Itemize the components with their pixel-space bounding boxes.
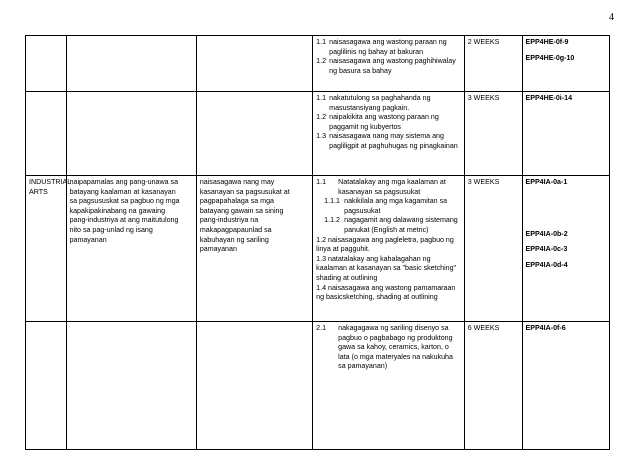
code-label: EPP4IA-0a-1 xyxy=(525,178,568,186)
performance-line: kasanayan sa pagsusukat at xyxy=(199,187,290,196)
competency-item: 1.3 naisasagawa nang may sistema ang pagliligpit at paghuhugas ng pinagkainan xyxy=(316,132,458,150)
content-standard-cell xyxy=(66,36,196,92)
competency-item: 1.1.2 nagagamit ang dalawang sistemang panukat (English at metric) xyxy=(324,216,458,234)
competency-item: 1.3 natatalakay ang kahalagahan ng kaalaman at kasanayan sa "basic sketching" shading at outlining xyxy=(316,254,457,282)
code-label: EPP4IA-0c-3 xyxy=(525,245,568,254)
code-cell xyxy=(523,36,610,92)
duration-cell: 2 WEEKS xyxy=(464,36,523,92)
performance-line: batayang gawain sa sining xyxy=(199,206,284,215)
standard-line: pang-industriya at ang maitutulong xyxy=(69,216,179,225)
competency-item: 1.1 nakatutulong sa paghahanda ng masustansiyang pagkain. xyxy=(316,94,431,112)
standard-line: sa pagsususkat sa pagbuo ng mga xyxy=(69,197,180,206)
content-standard-cell xyxy=(66,322,196,450)
code-cell xyxy=(523,176,610,322)
performance-line: kabuhayan ng sariling xyxy=(199,235,269,244)
competency-item: 1.1 naisasagawa ang wastong paraan ng paglilinis ng bahay at bakuran xyxy=(316,38,447,56)
competency-item: 1.1 Natatalakay ang mga kaalaman at kasanayan sa pagsusukat xyxy=(316,178,446,196)
code-cell xyxy=(523,322,610,450)
performance-standard-cell xyxy=(196,322,312,450)
duration-cell: 3 WEEKS xyxy=(464,92,523,176)
performance-standard-cell xyxy=(196,176,312,322)
page-number: 4 xyxy=(609,12,614,23)
standard-line: nito sa pag-unlad ng isang xyxy=(69,225,153,234)
code-label: EPP4IA-0d-4 xyxy=(525,260,568,269)
competency-item: 1.4 naisasagawa ang wastong pamamaraan ng basicsketching, shading at outlining xyxy=(316,283,456,302)
table-row xyxy=(26,36,610,92)
performance-line: pang-industriya na xyxy=(199,216,259,225)
performance-line: pamayanan xyxy=(199,245,237,254)
performance-standard-cell xyxy=(196,92,312,176)
competency-cell xyxy=(313,36,465,92)
duration-cell: 3 WEEKS xyxy=(464,176,523,322)
standard-line: batayang kaalaman at kasanayan xyxy=(69,187,176,196)
code-label: EPP4IA-0f-6 xyxy=(525,324,566,332)
area-cell xyxy=(26,92,67,176)
code-label: EPP4IA-0b-2 xyxy=(525,229,568,238)
competency-item: 1.2 naisasagawa ang pagleletra, pagbuo ng linya at pagguhit. xyxy=(316,235,454,254)
area-cell: INDUSTRIAL ARTS xyxy=(26,176,67,322)
performance-standard-cell xyxy=(196,36,312,92)
competency-cell xyxy=(313,176,465,322)
performance-line: naisasagawa nang may xyxy=(199,178,275,186)
code-cell xyxy=(523,92,610,176)
code-label: EPP4HE-0g-10 xyxy=(525,53,575,62)
table-row xyxy=(26,92,610,176)
competency-item: 2.1 nakagagawa ng sariling disenyo sa pagbuo o pagbabago ng produktong gawa sa kahoy, ceramics, karton, o lata (o mga materyales na nakukuha sa pamayanan) xyxy=(316,324,453,371)
area-cell xyxy=(26,36,67,92)
curriculum-table xyxy=(25,35,610,450)
competency-cell xyxy=(313,92,465,176)
competency-item: 1.2 naipakikita ang wastong paraan ng paggamit ng kubyertos xyxy=(316,113,439,131)
performance-line: pagpapahalaga sa mga xyxy=(199,197,274,206)
standard-line: pamayanan xyxy=(69,235,107,244)
table-row xyxy=(26,322,610,450)
duration-cell: 6 WEEKS xyxy=(464,322,523,450)
area-cell xyxy=(26,322,67,450)
standard-line: kapakipakinabang na gawaing xyxy=(69,206,166,215)
competency-item: 1.1.1 nakikilala ang mga kagamitan sa pagsusukat xyxy=(324,197,448,215)
content-standard-cell xyxy=(66,92,196,176)
competency-item: 1.2 naisasagawa ang wastong paghihiwalay ng basura sa bahay xyxy=(316,57,456,75)
code-label: EPP4HE-0i-14 xyxy=(525,94,573,102)
standard-line: naipapamalas ang pang-unawa sa xyxy=(69,178,179,186)
performance-line: makapagpapaunlad sa xyxy=(199,225,272,234)
table-row xyxy=(26,176,610,322)
competency-cell xyxy=(313,322,465,450)
code-label: EPP4HE-0f-9 xyxy=(525,38,569,46)
content-standard-cell xyxy=(66,176,196,322)
